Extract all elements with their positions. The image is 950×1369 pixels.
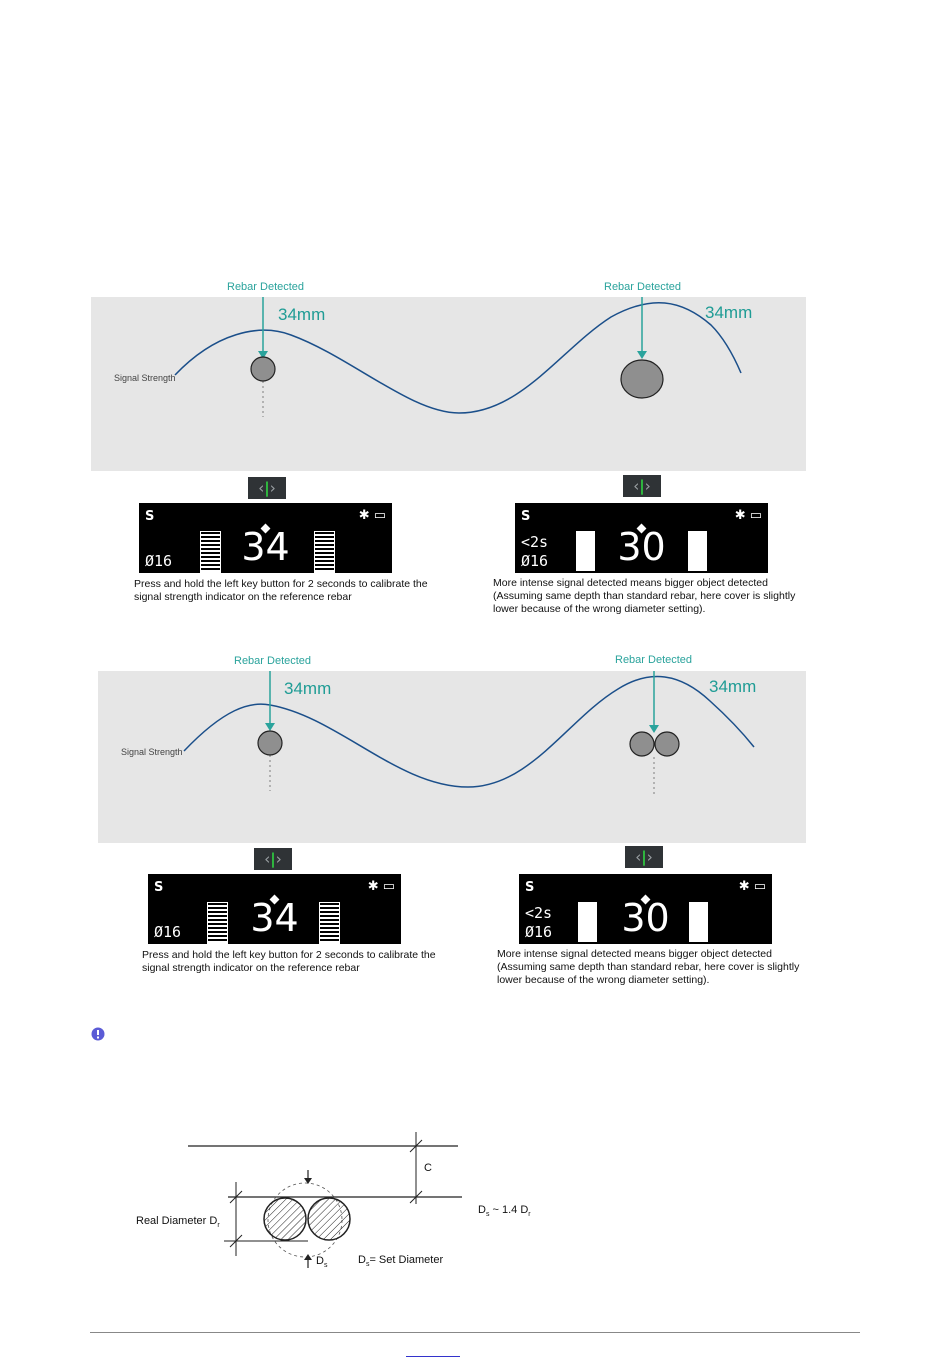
rebar-large — [621, 360, 663, 398]
arrow-up-icon — [304, 1254, 312, 1260]
device-display-right — [519, 874, 772, 944]
arrow-head-left — [265, 723, 275, 731]
footer-rule — [90, 1332, 860, 1333]
diameter-label: Ø16 — [154, 923, 182, 941]
signal-strength-label: Signal Strength — [121, 747, 183, 757]
real-diameter-sub: r — [217, 1222, 220, 1230]
indicator-icon: | — [270, 850, 276, 868]
hold-indicator: <2s — [525, 904, 553, 922]
depth-label-left: 34mm — [284, 679, 332, 698]
rebar-detected-label-right: Rebar Detected — [615, 654, 693, 666]
ratio-main: D — [478, 1204, 486, 1216]
chevron-left-icon: ‹ — [635, 848, 642, 866]
caption-right: More intense signal detected means bigger object detected (Assuming same depth than standard rebar, here cover is slightly lower because of the wrong diameter setting). — [497, 948, 800, 986]
ds-sub: s — [323, 1262, 328, 1270]
signal-bar-right — [314, 531, 335, 573]
chevron-right-icon: › — [644, 477, 651, 495]
ratio-rest: ~ 1.4 D — [489, 1204, 529, 1216]
ds-main: D — [316, 1255, 324, 1267]
bluetooth-battery-icon: ✱ ▭ — [367, 879, 395, 894]
chevron-left-icon: ‹ — [258, 479, 265, 497]
set-rest: = Set Diameter — [369, 1254, 444, 1266]
nav-button-icon — [254, 848, 292, 870]
depth-value: 30 — [617, 525, 666, 569]
rebar-a — [264, 1198, 306, 1240]
signal-bar-left — [578, 902, 597, 942]
mode-label: S — [154, 880, 164, 895]
chevron-right-icon: › — [269, 479, 276, 497]
signal-bar-right — [689, 902, 708, 942]
depth-value: 34 — [250, 896, 299, 940]
set-diameter-label — [358, 1254, 443, 1268]
indicator-icon: | — [264, 479, 270, 497]
bluetooth-battery-icon: ✱ ▭ — [358, 508, 386, 523]
rebar-small — [251, 357, 275, 381]
device-display-right — [515, 503, 768, 573]
chevron-right-icon: › — [275, 850, 282, 868]
ratio-sub: s — [485, 1211, 490, 1219]
signal-bar-right — [319, 902, 340, 944]
caption-left: Press and hold the left key button for 2 seconds to calibrate the signal strength indicator on the reference rebar — [134, 578, 428, 603]
cover-label: C — [424, 1162, 432, 1174]
scenario-2-panel — [98, 671, 806, 843]
signal-bar-left — [200, 531, 221, 573]
bluetooth-battery-icon: ✱ ▭ — [738, 879, 766, 894]
scenario-1-panel — [91, 297, 806, 471]
arrow-head-right — [637, 351, 647, 359]
depth-label-right: 34mm — [705, 303, 753, 322]
depth-value: 30 — [621, 896, 670, 940]
signal-bar-right — [688, 531, 707, 571]
nav-button-icon — [625, 846, 663, 868]
ratio-sub-2: r — [528, 1211, 531, 1219]
signal-graph-1 — [91, 297, 806, 471]
set-main: D — [358, 1254, 366, 1266]
diameter-label: Ø16 — [525, 923, 553, 941]
diameter-label: Ø16 — [145, 552, 173, 570]
indicator-icon: | — [639, 477, 645, 495]
rebar-detected-label-right: Rebar Detected — [604, 281, 682, 293]
caption-right: More intense signal detected means bigger object detected (Assuming same depth than standard rebar, here cover is slightly lower because of the wrong diameter setting). — [493, 577, 796, 615]
info-icon — [91, 1027, 105, 1041]
ratio-label — [478, 1204, 531, 1218]
depth-value: 34 — [241, 525, 290, 569]
rebar-pair-a — [630, 732, 654, 756]
ds-label — [316, 1255, 327, 1269]
set-sub: s — [365, 1261, 370, 1269]
caption-left: Press and hold the left key button for 2 seconds to calibrate the signal strength indicator on the reference rebar — [142, 949, 436, 974]
mode-label: S — [521, 509, 531, 524]
nav-button-icon — [623, 475, 661, 497]
chevron-right-icon: › — [646, 848, 653, 866]
depth-label-left: 34mm — [278, 305, 326, 324]
signal-graph-2 — [98, 671, 806, 843]
chevron-left-icon: ‹ — [633, 477, 640, 495]
nav-button-icon — [248, 477, 286, 499]
rebar-small — [258, 731, 282, 755]
chevron-left-icon: ‹ — [264, 850, 271, 868]
depth-label-right: 34mm — [709, 677, 757, 696]
mode-label: S — [525, 880, 535, 895]
arrow-head-right — [649, 725, 659, 733]
mode-label: S — [145, 509, 155, 524]
bluetooth-battery-icon: ✱ ▭ — [734, 508, 762, 523]
signal-bar-left — [576, 531, 595, 571]
footer-link-underline[interactable] — [406, 1356, 460, 1357]
rebar-detected-label-left: Rebar Detected — [234, 655, 312, 667]
rebar-b — [308, 1198, 350, 1240]
device-display-left — [148, 874, 401, 944]
indicator-icon: | — [641, 848, 647, 866]
rebar-detected-label-left: Rebar Detected — [227, 281, 305, 293]
real-diameter-label — [136, 1215, 220, 1229]
hold-indicator: <2s — [521, 533, 549, 551]
diameter-label: Ø16 — [521, 552, 549, 570]
signal-bar-left — [207, 902, 228, 944]
real-diameter-text: Real Diameter D — [136, 1215, 218, 1227]
rebar-pair-b — [655, 732, 679, 756]
device-display-left — [139, 503, 392, 573]
signal-strength-label: Signal Strength — [114, 373, 176, 383]
